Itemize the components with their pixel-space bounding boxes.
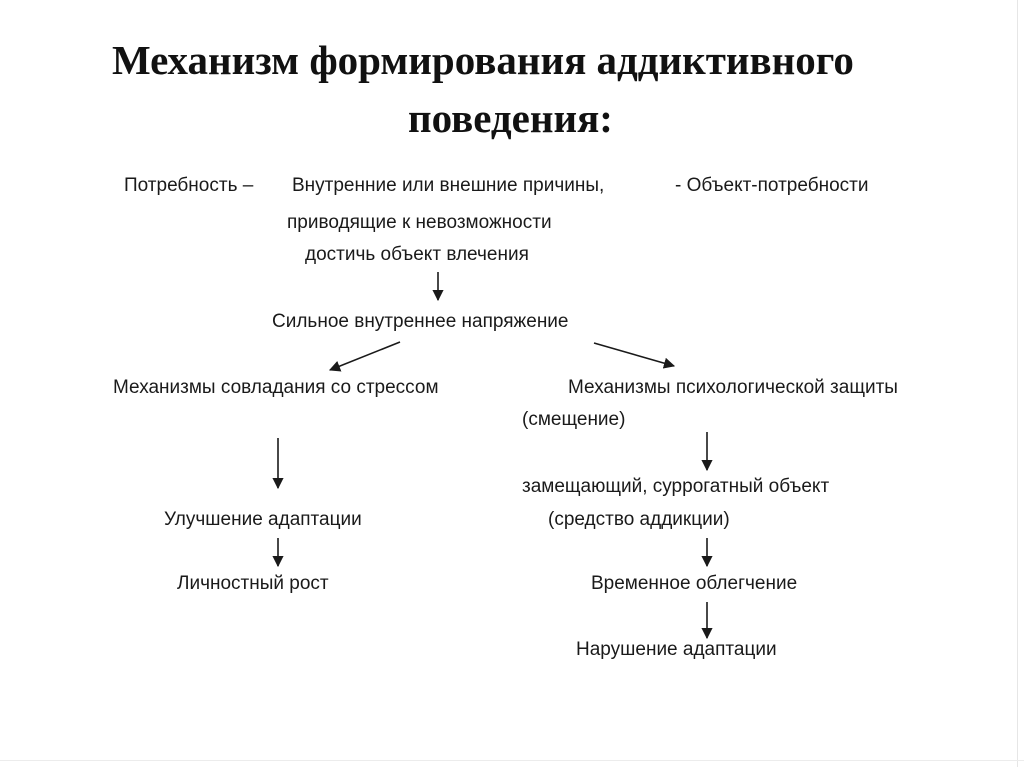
causes-line-2: приводящие к невозможности	[287, 212, 552, 233]
personal-growth-node: Личностный рост	[177, 573, 329, 594]
arrow-to-defense	[594, 343, 674, 366]
temporary-relief-node: Временное облегчение	[591, 573, 798, 594]
slide-title-line-1: Механизм формирования аддиктивного	[112, 37, 854, 83]
tension-node: Сильное внутреннее напряжение	[272, 311, 569, 332]
slide-title-line-2: поведения:	[408, 95, 613, 141]
causes-line-1: Внутренние или внешние причины,	[292, 175, 605, 196]
adaptation-improvement-node: Улучшение адаптации	[164, 509, 362, 530]
adaptation-disruption-node: Нарушение адаптации	[576, 639, 777, 660]
surrogate-object-line-1: замещающий, суррогатный объект	[522, 476, 830, 497]
arrow-to-coping	[330, 342, 400, 370]
causes-line-3: достичь объект влечения	[305, 244, 529, 265]
defense-displacement-label: (смещение)	[522, 409, 626, 430]
object-need-label: - Объект-потребности	[675, 175, 869, 196]
defense-mechanisms-node: Механизмы психологической защиты	[568, 377, 898, 398]
need-label: Потребность –	[124, 175, 254, 196]
surrogate-object-line-2: (средство аддикции)	[548, 509, 730, 530]
coping-mechanisms-node: Механизмы совладания со стрессом	[113, 377, 439, 398]
